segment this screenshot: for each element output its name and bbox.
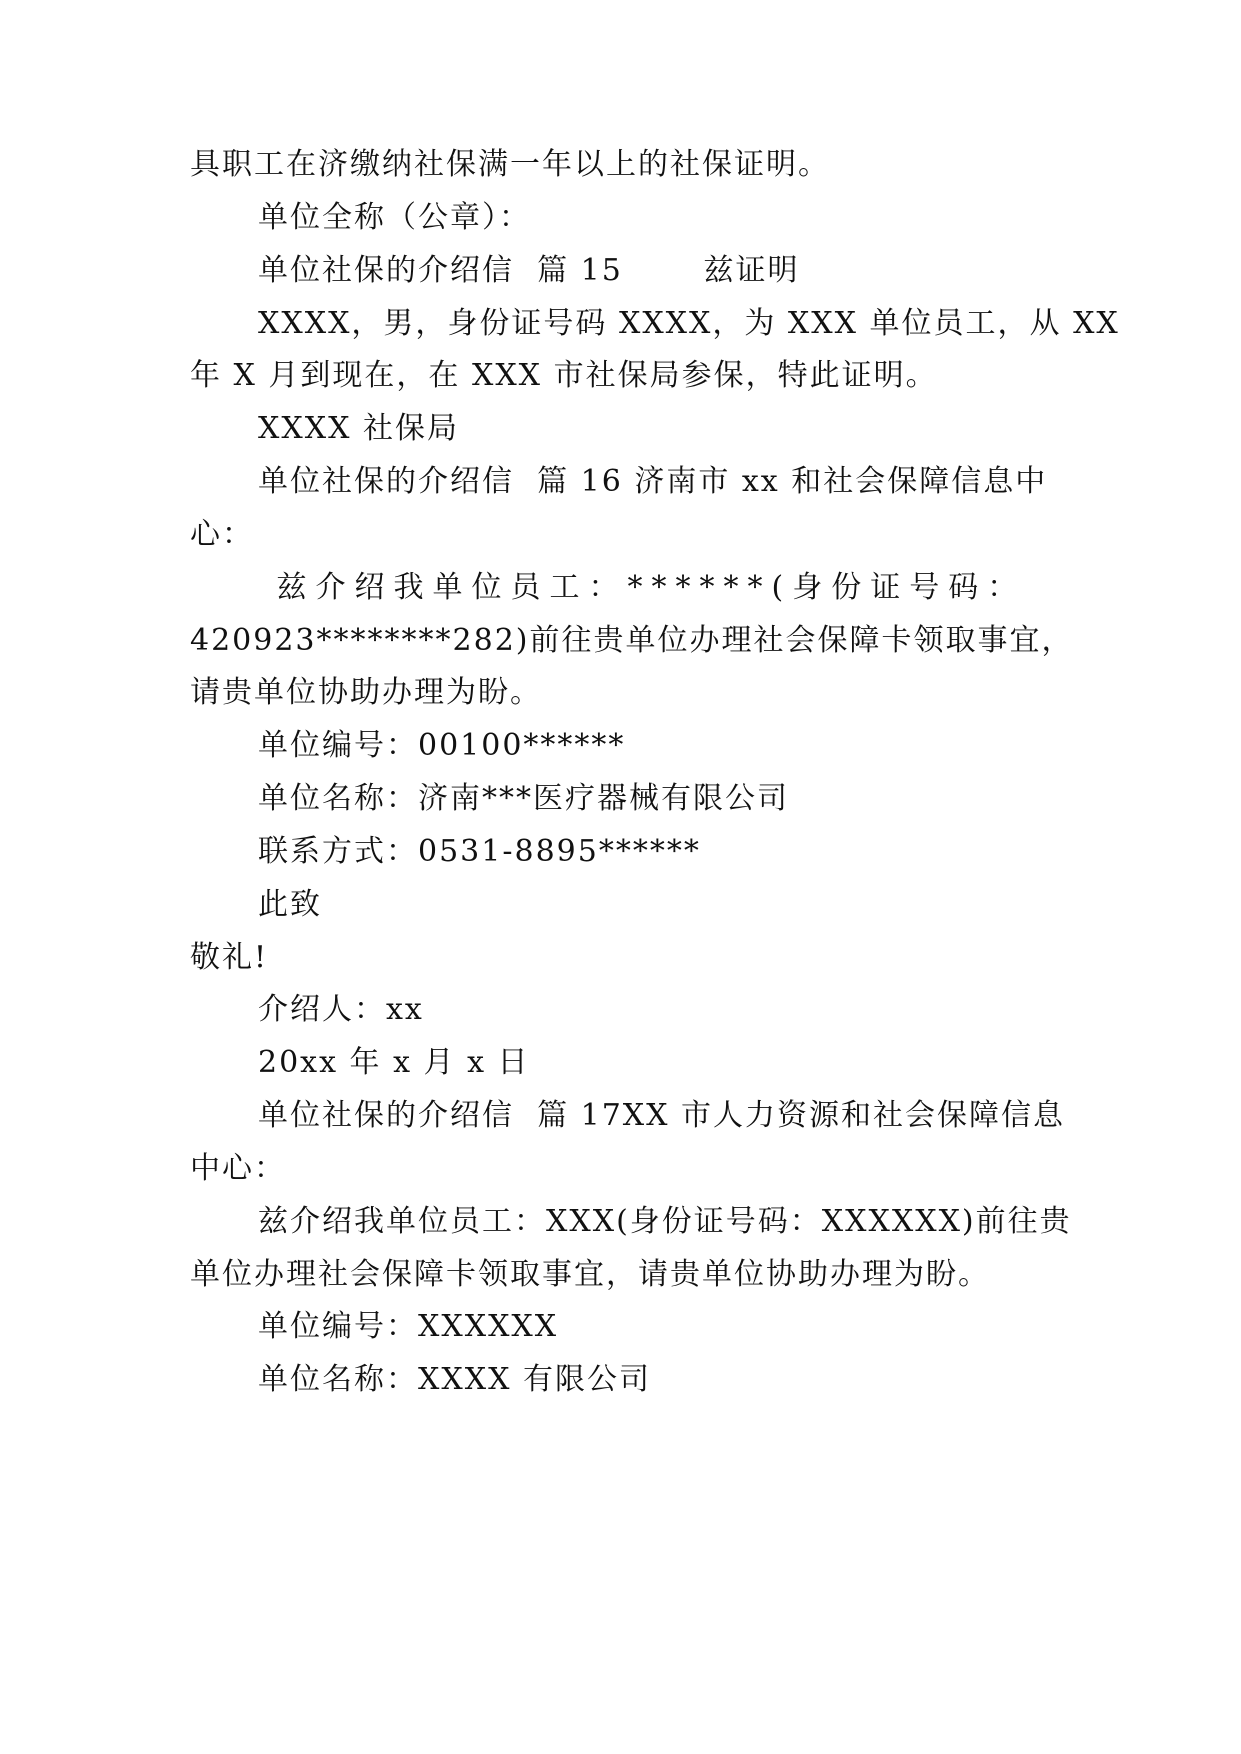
text-line: 单位全称（公章）： [258, 200, 531, 235]
text-line: 年 X 月到现在，在 XXX 市社保局参保，特此证明。 [190, 358, 938, 393]
text-line: 单位编号：XXXXXX [258, 1309, 559, 1344]
text-line: 敬礼! [190, 940, 269, 975]
text-line: XXXX 社保局 [258, 411, 459, 446]
text-line: 请贵单位协助办理为盼。 [190, 675, 542, 710]
text-line: 单位社保的介绍信 篇 16 济南市 xx 和社会保障信息中 [258, 464, 1048, 499]
text-line: 心： [190, 517, 254, 552]
text-line: 具职工在济缴纳社保满一年以上的社保证明。 [190, 147, 830, 182]
text-line: 中心： [190, 1151, 286, 1186]
text-line: 单位办理社会保障卡领取事宜，请贵单位协助办理为盼。 [190, 1257, 990, 1292]
text-line: 单位社保的介绍信 篇 15 兹证明 [258, 253, 800, 288]
text-line: 兹介绍我单位员工：******(身份证号码： [258, 570, 1027, 605]
text-line: 介绍人：xx [258, 992, 424, 1027]
text-line: XXXX，男，身份证号码 XXXX，为 XXX 单位员工，从 XX [258, 306, 1120, 341]
text-line: 联系方式：0531-8895****** [258, 834, 701, 869]
text-line: 单位社保的介绍信 篇 17XX 市人力资源和社会保障信息 [258, 1098, 1066, 1133]
text-line: 此致 [258, 887, 322, 922]
text-line: 20xx 年 x 月 x 日 [258, 1045, 530, 1080]
text-line: 兹介绍我单位员工：XXX(身份证号码：XXXXXX)前往贵 [258, 1204, 1072, 1239]
text-line: 420923********282)前往贵单位办理社会保障卡领取事宜， [190, 623, 1074, 658]
text-line: 单位编号：00100****** [258, 728, 626, 763]
text-line: 单位名称：济南***医疗器械有限公司 [258, 781, 789, 816]
text-line: 单位名称：XXXX 有限公司 [258, 1362, 651, 1397]
